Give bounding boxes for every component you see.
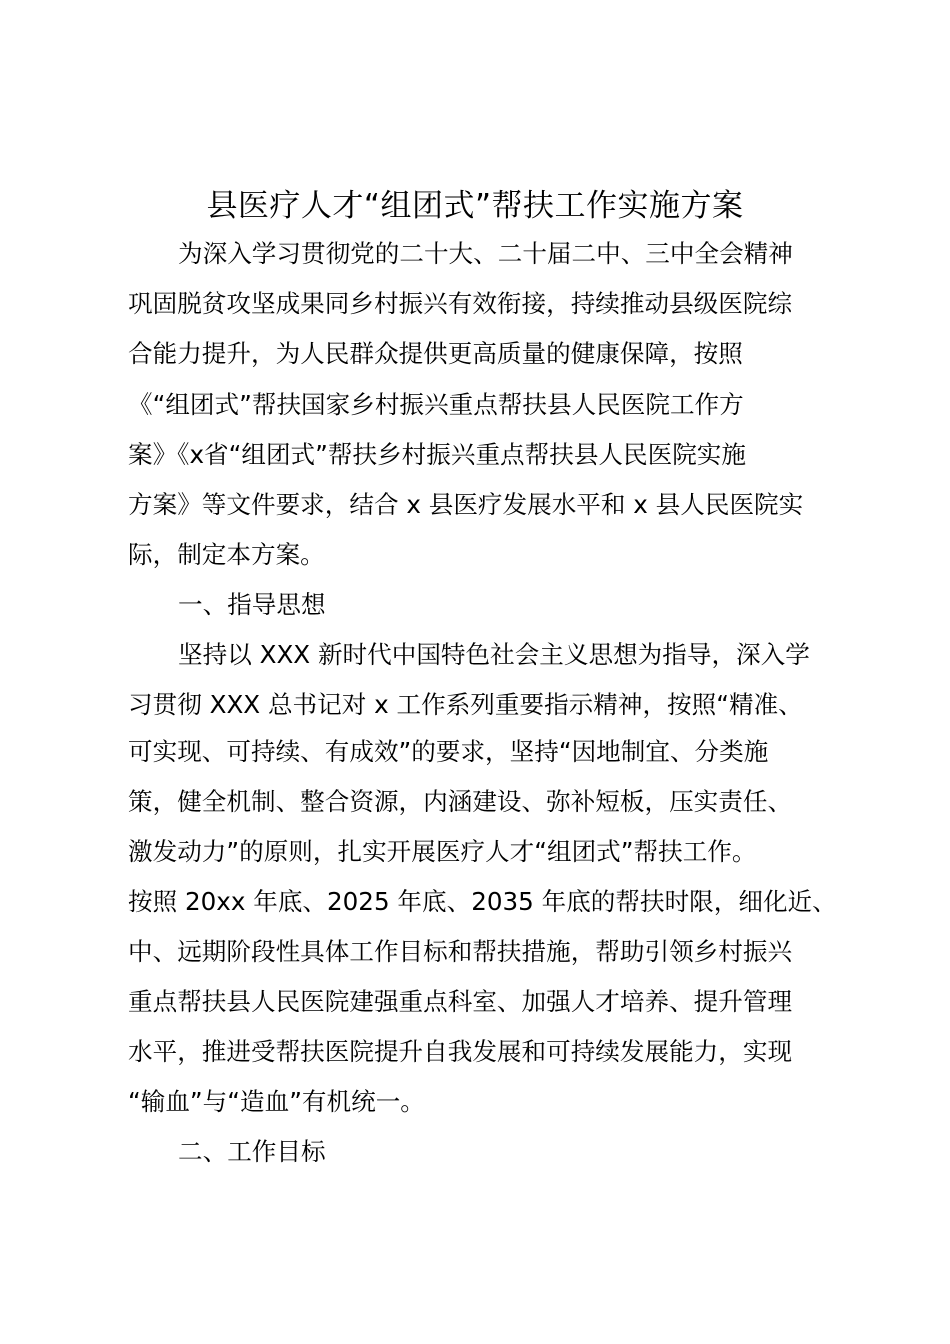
document-title: 县医疗人才“组团式”帮扶工作实施方案 (206, 188, 744, 224)
paragraph-line: 方案》等文件要求，结合 x 县医疗发展水平和 x 县人民医院实 (128, 490, 804, 519)
paragraph-line: 水平，推进受帮扶医院提升自我发展和可持续发展能力，实现 (128, 1037, 793, 1066)
paragraph-line: 案》《x省“组团式”帮扶乡村振兴重点帮扶县人民医院实施 (128, 440, 746, 469)
paragraph-line: 合能力提升，为人民群众提供更高质量的健康保障，按照 (128, 339, 743, 368)
paragraph-line: 《“组团式”帮扶国家乡村振兴重点帮扶县人民医院工作方 (128, 390, 744, 419)
paragraph-line: 为深入学习贯彻党的二十大、二十届二中、三中全会精神 (178, 239, 793, 268)
paragraph-line: 际，制定本方案。 (128, 540, 325, 569)
paragraph-line: “输血”与“造血”有机统一。 (128, 1087, 425, 1116)
paragraph-line: 激发动力”的原则，扎实开展医疗人才“组团式”帮扶工作。 (128, 837, 757, 866)
paragraph-line: 中、远期阶段性具体工作目标和帮扶措施，帮助引领乡村振兴 (128, 937, 793, 966)
paragraph-line: 重点帮扶县人民医院建强重点科室、加强人才培养、提升管理 (128, 987, 793, 1016)
paragraph-line: 巩固脱贫攻坚成果同乡村振兴有效衔接，持续推动县级医院综 (128, 289, 793, 318)
paragraph-line: 坚持以 XXX 新时代中国特色社会主义思想为指导，深入学 (178, 640, 810, 669)
section-heading-guiding-ideology: 一、指导思想 (178, 590, 326, 619)
paragraph-line: 按照 20xx 年底、2025 年底、2035 年底的帮扶时限，细化近、 (128, 887, 837, 916)
paragraph-line: 习贯彻 XXX 总书记对 x 工作系列重要指示精神，按照“精准、 (128, 690, 803, 719)
paragraph-line: 可实现、可持续、有成效”的要求，坚持“因地制宜、分类施 (128, 737, 769, 766)
paragraph-line: 策，健全机制、整合资源，内涵建设、弥补短板，压实责任、 (128, 787, 793, 816)
section-heading-work-goals: 二、工作目标 (178, 1137, 326, 1166)
